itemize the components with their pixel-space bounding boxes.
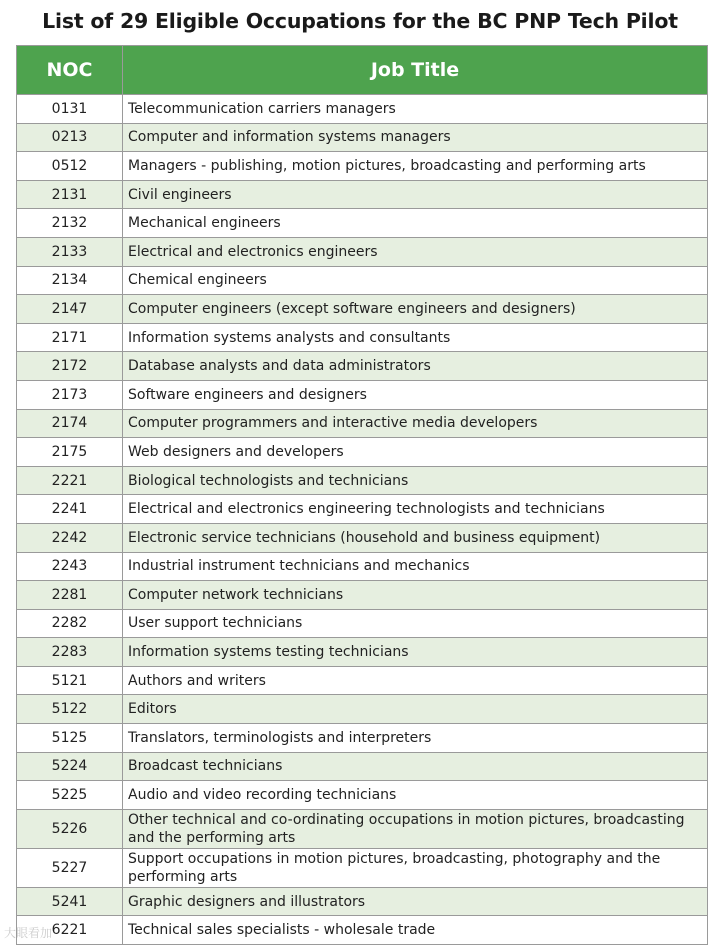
table-row — [17, 609, 708, 638]
noc-code-cell: 5121 — [17, 666, 123, 695]
noc-code-cell: 2133 — [17, 237, 123, 266]
noc-code-cell: 2241 — [17, 495, 123, 524]
job-title-cell: Chemical engineers — [123, 266, 708, 295]
noc-code-cell: 2131 — [17, 180, 123, 209]
table-row — [17, 695, 708, 724]
job-title-cell: User support technicians — [123, 609, 708, 638]
noc-code-cell: 2132 — [17, 209, 123, 238]
job-title-cell: Support occupations in motion pictures, broadcasting, photography and the performing arts — [123, 848, 708, 887]
noc-code-cell: 2282 — [17, 609, 123, 638]
table-row — [17, 380, 708, 409]
job-title-column-header: Job Title — [123, 46, 708, 95]
table-row — [17, 809, 708, 848]
job-title-cell: Web designers and developers — [123, 438, 708, 467]
job-title-cell: Electrical and electronics engineers — [123, 237, 708, 266]
noc-code-cell: 2281 — [17, 581, 123, 610]
table-row — [17, 552, 708, 581]
page-title: List of 29 Eligible Occupations for the BC PNP Tech Pilot — [42, 9, 678, 33]
table-row — [17, 438, 708, 467]
table-row — [17, 209, 708, 238]
job-title-cell: Computer programmers and interactive media developers — [123, 409, 708, 438]
job-title-cell: Electronic service technicians (household and business equipment) — [123, 523, 708, 552]
noc-code-cell: 2174 — [17, 409, 123, 438]
table-row — [17, 581, 708, 610]
noc-code-cell: 2175 — [17, 438, 123, 467]
table-row — [17, 409, 708, 438]
table-row — [17, 180, 708, 209]
job-title-cell: Broadcast technicians — [123, 752, 708, 781]
table-row — [17, 724, 708, 753]
job-title-cell: Computer and information systems managers — [123, 123, 708, 152]
occupations-table — [16, 45, 708, 945]
table-row — [17, 152, 708, 181]
noc-code-cell: 5122 — [17, 695, 123, 724]
job-title-cell: Electrical and electronics engineering technologists and technicians — [123, 495, 708, 524]
job-title-cell: Information systems analysts and consultants — [123, 323, 708, 352]
noc-code-cell: 0213 — [17, 123, 123, 152]
job-title-cell: Software engineers and designers — [123, 380, 708, 409]
table-row — [17, 323, 708, 352]
noc-code-cell: 2147 — [17, 295, 123, 324]
noc-code-cell: 5224 — [17, 752, 123, 781]
noc-code-cell: 5225 — [17, 781, 123, 810]
noc-code-cell: 0131 — [17, 95, 123, 124]
table-row — [17, 123, 708, 152]
table-row — [17, 781, 708, 810]
noc-code-cell: 6221 — [17, 916, 123, 945]
watermark: 大眼看加 — [4, 926, 53, 940]
table-row — [17, 638, 708, 667]
table-row — [17, 295, 708, 324]
noc-column-header: NOC — [17, 46, 123, 95]
noc-code-cell: 5241 — [17, 887, 123, 916]
job-title-cell: Audio and video recording technicians — [123, 781, 708, 810]
table-row — [17, 466, 708, 495]
noc-code-cell: 2221 — [17, 466, 123, 495]
job-title-cell: Technical sales specialists - wholesale trade — [123, 916, 708, 945]
job-title-cell: Authors and writers — [123, 666, 708, 695]
table-row — [17, 95, 708, 124]
table-row — [17, 848, 708, 887]
job-title-cell: Other technical and co-ordinating occupations in motion pictures, broadcasting and the performing arts — [123, 809, 708, 848]
noc-code-cell: 5227 — [17, 848, 123, 887]
noc-code-cell: 2283 — [17, 638, 123, 667]
job-title-cell: Managers - publishing, motion pictures, broadcasting and performing arts — [123, 152, 708, 181]
table-header-row — [17, 46, 708, 95]
table-row — [17, 266, 708, 295]
table-row — [17, 916, 708, 945]
job-title-cell: Biological technologists and technicians — [123, 466, 708, 495]
noc-code-cell: 2134 — [17, 266, 123, 295]
job-title-cell: Computer engineers (except software engineers and designers) — [123, 295, 708, 324]
job-title-cell: Database analysts and data administrators — [123, 352, 708, 381]
noc-code-cell: 2242 — [17, 523, 123, 552]
job-title-cell: Computer network technicians — [123, 581, 708, 610]
job-title-cell: Translators, terminologists and interpreters — [123, 724, 708, 753]
table-row — [17, 352, 708, 381]
noc-code-cell: 5226 — [17, 809, 123, 848]
noc-code-cell: 2173 — [17, 380, 123, 409]
noc-code-cell: 5125 — [17, 724, 123, 753]
noc-code-cell: 2172 — [17, 352, 123, 381]
table-row — [17, 237, 708, 266]
table-row — [17, 666, 708, 695]
job-title-cell: Civil engineers — [123, 180, 708, 209]
table-row — [17, 495, 708, 524]
job-title-cell: Industrial instrument technicians and mechanics — [123, 552, 708, 581]
job-title-cell: Graphic designers and illustrators — [123, 887, 708, 916]
noc-code-cell: 0512 — [17, 152, 123, 181]
job-title-cell: Mechanical engineers — [123, 209, 708, 238]
table-row — [17, 752, 708, 781]
job-title-cell: Editors — [123, 695, 708, 724]
noc-code-cell: 2243 — [17, 552, 123, 581]
table-row — [17, 887, 708, 916]
job-title-cell: Information systems testing technicians — [123, 638, 708, 667]
noc-code-cell: 2171 — [17, 323, 123, 352]
job-title-cell: Telecommunication carriers managers — [123, 95, 708, 124]
table-row — [17, 523, 708, 552]
